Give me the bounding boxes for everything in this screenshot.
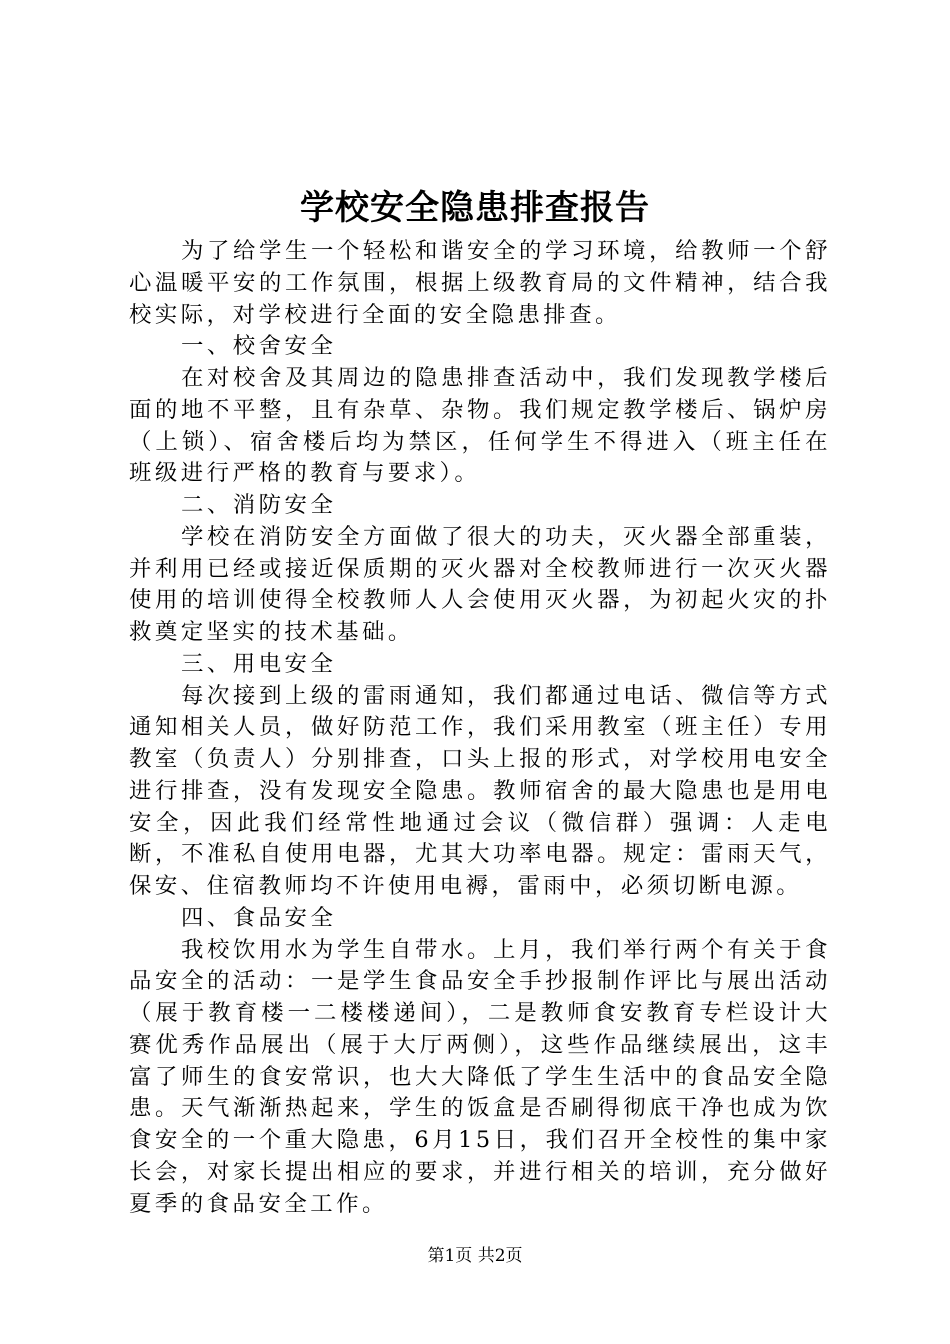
paragraph-electrical-safety: 每次接到上级的雷雨通知，我们都通过电话、微信等方式通知相关人员，做好防范工作，我们采用教室（班主任）专用教室（负责人）分别排查，口头上报的形式，对学校用电安全进行排查，没有发现安全隐患。教师宿舍的最大隐患也是用电安全，因此我们经常性地通过会议（微信群）强调：人走电断，不准私自使用电器，尤其大功率电器。规定：雷雨天气，保安、住宿教师均不许使用电褥，雷雨中，必须切断电源。 xyxy=(129,682,831,899)
paragraph-fire-safety: 学校在消防安全方面做了很大的功夫，灭火器全部重装，并利用已经或接近保质期的灭火器对全校教师进行一次灭火器使用的培训使得全校教师人人会使用灭火器，为初起火灾的扑救奠定坚实的技术基础。 xyxy=(129,523,831,645)
paragraph-building-safety: 在对校舍及其周边的隐患排查活动中，我们发现教学楼后面的地不平整，且有杂草、杂物。我们规定教学楼后、锅炉房（上锁）、宿舍楼后均为禁区，任何学生不得进入（班主任在班级进行严格的教育与要求）。 xyxy=(129,365,831,487)
paragraph-food-safety: 我校饮用水为学生自带水。上月，我们举行两个有关于食品安全的活动：一是学生食品安全手抄报制作评比与展出活动（展于教育楼一二楼楼递间），二是教师食安教育专栏设计大赛优秀作品展出（展于大厅两侧），这些作品继续展出，这丰富了师生的食安常识，也大大降低了学生生活中的食品安全隐患。天气渐渐热起来，学生的饭盒是否刷得彻底干净也成为饮食安全的一个重大隐患，6月15日，我们召开全校性的集中家长会，对家长提出相应的要求，并进行相关的培训，充分做好夏季的食品安全工作。 xyxy=(129,936,831,1217)
section-heading-building-safety: 一、校舍安全 xyxy=(181,333,337,360)
section-heading-food-safety: 四、食品安全 xyxy=(181,904,337,931)
intro-paragraph: 为了给学生一个轻松和谐安全的学习环境，给教师一个舒心温暖平安的工作氛围，根据上级教育局的文件精神，结合我校实际，对学校进行全面的安全隐患排查。 xyxy=(129,238,831,328)
document-title: 学校安全隐患排查报告 xyxy=(300,188,650,228)
section-heading-electrical-safety: 三、用电安全 xyxy=(181,650,337,677)
document-body xyxy=(129,236,831,1220)
page-number-footer: 第1页 共2页 xyxy=(427,1246,523,1266)
section-heading-fire-safety: 二、消防安全 xyxy=(181,492,337,518)
